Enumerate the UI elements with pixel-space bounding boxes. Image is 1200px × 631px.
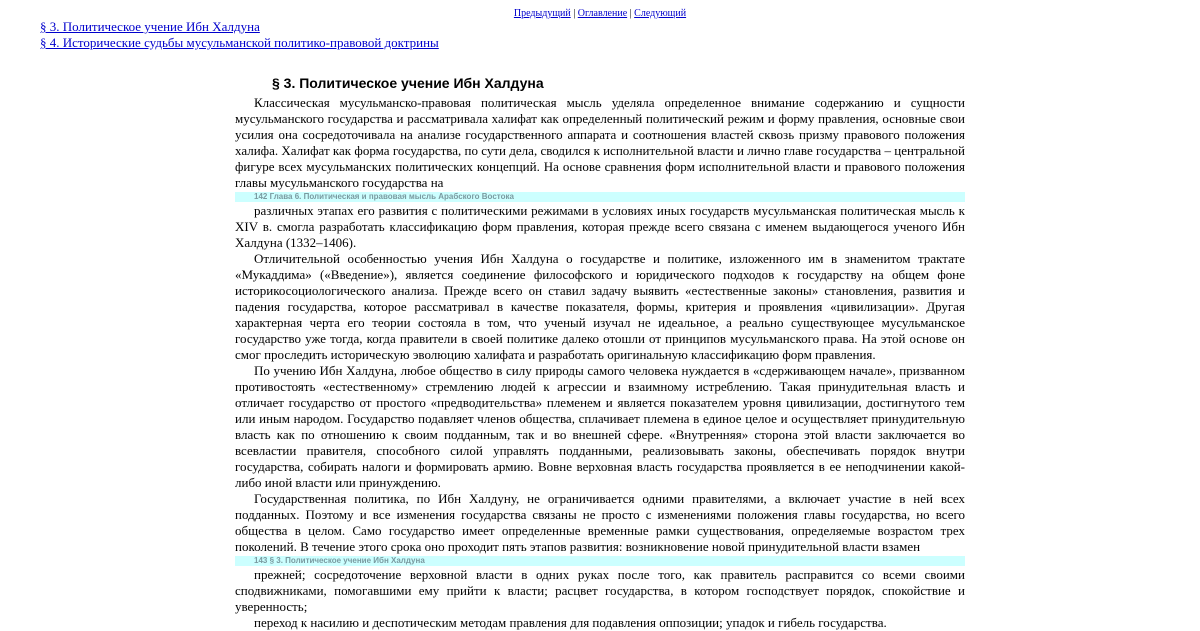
paragraph: Отличительной особенностью учения Ибн Халдуна о государстве и политике, изложенного им в знаменитом трактате «Мукаддима» («Введение»), является соединение философского и юридического подходов к государству на общем фоне историкосоциологического анализа. Прежде всего он ставил задачу выявить «естественные законы» становления, развития и падения государства, которое рассматривал в качестве показателя, формы, критерия и проявления «цивилизации». Другая характерная черта его теории состояла в том, что ученый изучал не идеальное, а реально существующее мусульманское государство уже тогда, когда правители в своей политике далеко отошли от принципов мусульманского права. На этой основе он смог проследить историческую эволюцию халифата и разработать оригинальную классификацию форм правления. [235,251,965,362]
paragraph: прежней; сосредоточение верховной власти в одних руках после того, как правитель расправится со всеми своими сподвижниками, помогавшими ему прийти к власти; расцвет государства, в котором господствует порядок, спокойствие и уверенность; [235,567,965,614]
paragraph: различных этапах его развития с политическими режимами в условиях иных государств мусульманская политическая мысль к XIV в. смогла разработать классификацию форм правления, которая прежде всего связана с именем выдающегося ученого Ибн Халдуна (1332–1406). [235,203,965,250]
section-title: § 3. Политическое учение Ибн Халдуна [272,75,544,91]
paragraph: Классическая мусульманско-правовая политическая мысль уделяла определенное внимание содержанию и сущности мусульманского государства и рассматривала халифат как определенный политический режим и форму правления, основные свои усилия она сосредоточивала на анализе государственного аппарата и соотношения властей сквозь призму правового положения халифа. Халифат как форма государства, по сути дела, сводился к исполнительной власти и лично главе государства – центральной фигуре всех мусульманских политических концепций. На основе сравнения форм исполнительной власти и правового положения главы мусульманского государства на [235,95,965,190]
contents-link[interactable]: Оглавление [577,8,628,19]
toc-link-section-3[interactable]: § 3. Политическое учение Ибн Халдуна [40,19,260,34]
nav-separator: | [629,8,632,19]
page-marker: 143 § 3. Политическое учение Ибн Халдуна [235,556,965,566]
page-marker: 142 Глава 6. Политическая и правовая мысль Арабского Востока [235,192,965,202]
paragraph: По учению Ибн Халдуна, любое общество в силу природы самого человека нуждается в «сдерживающем начале», призванном противостоять «естественному» стремлению людей к агрессии и взаимному истреблению. Такая принудительная власть и отличает государство от простого «предводительства» племенем и является показателем уровня цивилизации, достигнутого тем или иным народом. Государство подавляет членов общества, сплачивает племена в единое целое и осуществляет принудительную власть как по отношению к своим подданным, так и во внешней сфере. «Внутренняя» сторона этой власти заключается во всевластии правителя, способного силой управлять подданными, реализовывать законы, обеспечивать порядок внутри государства, собирать налоги и формировать армию. Вовне верховная власть государства проявляется в ее неподчинении какой-либо иной власти или принуждению. [235,363,965,490]
nav-separator: | [573,8,576,19]
next-link[interactable]: Следующий [634,8,687,19]
toc-link-section-4[interactable]: § 4. Исторические судьбы мусульманской политико-правовой доктрины [40,35,439,50]
paragraph: переход к насилию и деспотическим методам правления для подавления оппозиции; упадок и гибель государства. [254,615,887,630]
paragraph: Государственная политика, по Ибн Халдуну, не ограничивается одними правителями, а включает участие в ней всех подданных. Поэтому и все изменения государства связаны не просто с изменениями положения главы государства, но всего общества в целом. Само государство имеет определенные временные рамки существования, определяемые возрастом трех поколений. В течение этого срока оно проходит пять этапов развития: возникновение новой принудительной власти взамен [235,491,965,554]
table-of-contents [40,19,439,51]
article-body [235,95,965,631]
prev-link[interactable]: Предыдущий [513,8,571,19]
